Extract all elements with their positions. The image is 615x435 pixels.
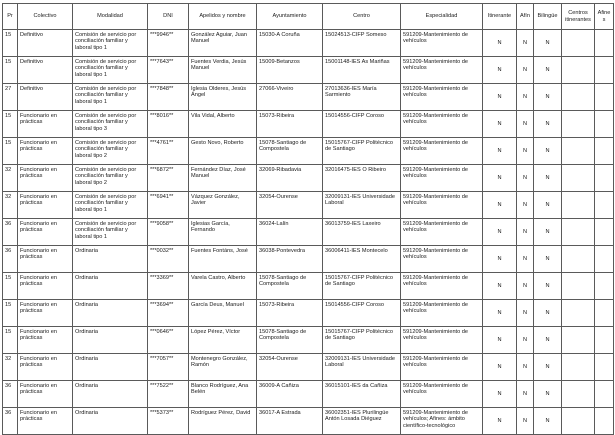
cell-colectivo: Funcionario en prácticas bbox=[18, 111, 73, 138]
cell-ayuntamiento: 15009-Betanzos bbox=[257, 57, 323, 84]
cell-afin: N bbox=[517, 273, 534, 300]
cell-especialidad: 591209-Mantenimiento de vehículos bbox=[401, 354, 483, 381]
cell-modalidad: Comisión de servicio por conciliación familiar y laboral tipo 1 bbox=[73, 84, 148, 111]
table-row bbox=[3, 381, 614, 408]
cell-colectivo: Funcionario en prácticas bbox=[18, 192, 73, 219]
table-row bbox=[3, 219, 614, 246]
table-row bbox=[3, 84, 614, 111]
cell-apelidos-nombre: Fuentes Fontáns, José bbox=[189, 246, 257, 273]
cell-modalidad: Ordinaria bbox=[73, 408, 148, 435]
table-row bbox=[3, 300, 614, 327]
cell-afin: N bbox=[517, 84, 534, 111]
cell-centro: 27013636-IES María Sarmiento bbox=[323, 84, 401, 111]
cell-especialidad: 591209-Mantenimiento de vehículos bbox=[401, 246, 483, 273]
cell-especialidad: 591209-Mantenimiento de vehículos bbox=[401, 219, 483, 246]
cell-modalidad: Ordinaria bbox=[73, 246, 148, 273]
cell-colectivo: Funcionario en prácticas bbox=[18, 408, 73, 435]
cell-bilingue: N bbox=[534, 327, 562, 354]
cell-centro: 15015767-CIFP Politécnico de Santiago bbox=[323, 273, 401, 300]
cell-modalidad: Comisión de servicio por conciliación familiar y laboral tipo 2 bbox=[73, 138, 148, 165]
cell-apelidos-nombre: Fuentes Verdia, Jesús Manuel bbox=[189, 57, 257, 84]
cell-centros-itinerantes bbox=[562, 111, 595, 138]
cell-ayuntamiento: 15078-Santiago de Compostela bbox=[257, 138, 323, 165]
cell-dni: ***3694** bbox=[148, 300, 189, 327]
cell-dni: ***4761** bbox=[148, 138, 189, 165]
cell-pr: 15 bbox=[3, 57, 18, 84]
table-row bbox=[3, 111, 614, 138]
cell-centros-itinerantes bbox=[562, 138, 595, 165]
cell-apelidos-nombre: Gesto Novo, Roberto bbox=[189, 138, 257, 165]
header-itinerante: Itinerante bbox=[483, 4, 517, 30]
assignments-table bbox=[2, 3, 614, 435]
header-pr: Pr bbox=[3, 4, 18, 30]
cell-centros-itinerantes bbox=[562, 192, 595, 219]
cell-afin: N bbox=[517, 300, 534, 327]
cell-ayuntamiento: 36038-Pontevedra bbox=[257, 246, 323, 273]
cell-dni: ***7848** bbox=[148, 84, 189, 111]
header-apelidos-nombre: Apelidos y nombre bbox=[189, 4, 257, 30]
cell-centro: 32009131-IES Universidade Laboral bbox=[323, 192, 401, 219]
cell-afin: N bbox=[517, 408, 534, 435]
cell-colectivo: Funcionario en prácticas bbox=[18, 165, 73, 192]
cell-especialidad: 591209-Mantenimiento de vehículos bbox=[401, 57, 483, 84]
cell-afin: N bbox=[517, 219, 534, 246]
cell-apelidos-nombre: Iglesia Olderes, Jesús Ángel bbox=[189, 84, 257, 111]
cell-especialidad: 591209-Mantenimiento de vehículos; Afines: ámbito científico-tecnológico bbox=[401, 408, 483, 435]
cell-centros-itinerantes bbox=[562, 84, 595, 111]
table-row bbox=[3, 246, 614, 273]
cell-itinerante: N bbox=[483, 273, 517, 300]
cell-apelidos-nombre: Vázquez González, Javier bbox=[189, 192, 257, 219]
cell-itinerante: N bbox=[483, 165, 517, 192]
cell-colectivo: Funcionario en prácticas bbox=[18, 354, 73, 381]
cell-ayuntamiento: 15073-Ribeira bbox=[257, 300, 323, 327]
cell-bilingue: N bbox=[534, 57, 562, 84]
cell-especialidad: 591209-Mantenimiento de vehículos bbox=[401, 138, 483, 165]
cell-dni: ***0032** bbox=[148, 246, 189, 273]
cell-centros-itinerantes bbox=[562, 30, 595, 57]
cell-itinerante: N bbox=[483, 246, 517, 273]
header-especialidad: Especialidad bbox=[401, 4, 483, 30]
header-row bbox=[3, 4, 614, 30]
cell-afines bbox=[595, 30, 614, 57]
cell-modalidad: Ordinaria bbox=[73, 381, 148, 408]
cell-dni: ***7057** bbox=[148, 354, 189, 381]
cell-afin: N bbox=[517, 192, 534, 219]
cell-itinerante: N bbox=[483, 381, 517, 408]
cell-pr: 32 bbox=[3, 165, 18, 192]
cell-colectivo: Funcionario en prácticas bbox=[18, 246, 73, 273]
cell-apelidos-nombre: Varela Castro, Alberto bbox=[189, 273, 257, 300]
cell-dni: ***8016** bbox=[148, 111, 189, 138]
cell-afin: N bbox=[517, 57, 534, 84]
cell-modalidad: Comisión de servicio por conciliación familiar y laboral tipo 1 bbox=[73, 30, 148, 57]
cell-especialidad: 591209-Mantenimiento de vehículos bbox=[401, 30, 483, 57]
cell-centros-itinerantes bbox=[562, 273, 595, 300]
table-row bbox=[3, 354, 614, 381]
table-row bbox=[3, 138, 614, 165]
cell-centro: 15001148-IES As Mariñas bbox=[323, 57, 401, 84]
cell-ayuntamiento: 36024-Lalín bbox=[257, 219, 323, 246]
cell-apelidos-nombre: Rodríguez Pérez, David bbox=[189, 408, 257, 435]
cell-colectivo: Definitivo bbox=[18, 84, 73, 111]
cell-centros-itinerantes bbox=[562, 165, 595, 192]
cell-centros-itinerantes bbox=[562, 354, 595, 381]
cell-afines bbox=[595, 408, 614, 435]
header-ayuntamiento: Ayuntamiento bbox=[257, 4, 323, 30]
cell-pr: 15 bbox=[3, 30, 18, 57]
cell-apelidos-nombre: Iglesias García, Fernando bbox=[189, 219, 257, 246]
cell-modalidad: Comisión de servicio por conciliación familiar y laboral tipo 1 bbox=[73, 57, 148, 84]
cell-itinerante: N bbox=[483, 30, 517, 57]
cell-pr: 36 bbox=[3, 246, 18, 273]
table-row bbox=[3, 30, 614, 57]
cell-ayuntamiento: 15078-Santiago de Compostela bbox=[257, 327, 323, 354]
cell-itinerante: N bbox=[483, 192, 517, 219]
cell-centro: 36015101-IES da Cañiza bbox=[323, 381, 401, 408]
cell-dni: ***9946** bbox=[148, 30, 189, 57]
table-row bbox=[3, 327, 614, 354]
cell-especialidad: 591209-Mantenimiento de vehículos bbox=[401, 327, 483, 354]
cell-centro: 15024513-CIFP Someso bbox=[323, 30, 401, 57]
cell-centros-itinerantes bbox=[562, 408, 595, 435]
cell-centro: 36006411-IES Montecelo bbox=[323, 246, 401, 273]
table-row bbox=[3, 57, 614, 84]
cell-especialidad: 591209-Mantenimiento de vehículos bbox=[401, 192, 483, 219]
cell-pr: 36 bbox=[3, 381, 18, 408]
cell-afin: N bbox=[517, 381, 534, 408]
table-row bbox=[3, 408, 614, 435]
table-row bbox=[3, 192, 614, 219]
cell-bilingue: N bbox=[534, 165, 562, 192]
cell-ayuntamiento: 36017-A Estrada bbox=[257, 408, 323, 435]
cell-pr: 15 bbox=[3, 327, 18, 354]
cell-ayuntamiento: 27066-Viveiro bbox=[257, 84, 323, 111]
cell-afin: N bbox=[517, 138, 534, 165]
cell-modalidad: Comisión de servicio por conciliación familiar y laboral tipo 2 bbox=[73, 165, 148, 192]
header-modalidad: Modalidad bbox=[73, 4, 148, 30]
cell-afin: N bbox=[517, 354, 534, 381]
cell-afin: N bbox=[517, 327, 534, 354]
cell-itinerante: N bbox=[483, 300, 517, 327]
cell-centro: 15014556-CIFP Coroso bbox=[323, 300, 401, 327]
cell-afines bbox=[595, 300, 614, 327]
header-centro: Centro bbox=[323, 4, 401, 30]
cell-dni: ***9058** bbox=[148, 219, 189, 246]
cell-bilingue: N bbox=[534, 354, 562, 381]
cell-colectivo: Funcionario en prácticas bbox=[18, 273, 73, 300]
table-row bbox=[3, 165, 614, 192]
cell-afines bbox=[595, 381, 614, 408]
cell-centro: 15014556-CIFP Coroso bbox=[323, 111, 401, 138]
cell-bilingue: N bbox=[534, 111, 562, 138]
cell-ayuntamiento: 32054-Ourense bbox=[257, 354, 323, 381]
cell-modalidad: Ordinaria bbox=[73, 300, 148, 327]
cell-centro: 15015767-CIFP Politécnico de Santiago bbox=[323, 327, 401, 354]
cell-itinerante: N bbox=[483, 408, 517, 435]
cell-bilingue: N bbox=[534, 219, 562, 246]
cell-colectivo: Funcionario en prácticas bbox=[18, 381, 73, 408]
cell-centro: 32016475-IES O Ribeiro bbox=[323, 165, 401, 192]
cell-afines bbox=[595, 246, 614, 273]
cell-itinerante: N bbox=[483, 138, 517, 165]
cell-dni: ***6941** bbox=[148, 192, 189, 219]
cell-pr: 32 bbox=[3, 354, 18, 381]
cell-centro: 15015767-CIFP Politécnico de Santiago bbox=[323, 138, 401, 165]
header-afines: Afines bbox=[595, 4, 614, 30]
cell-centro: 36002351-IES Plurilingüe Antón Losada Diéguez bbox=[323, 408, 401, 435]
cell-afines bbox=[595, 57, 614, 84]
cell-colectivo: Definitivo bbox=[18, 30, 73, 57]
cell-afines bbox=[595, 354, 614, 381]
cell-pr: 15 bbox=[3, 273, 18, 300]
cell-afin: N bbox=[517, 246, 534, 273]
cell-centros-itinerantes bbox=[562, 219, 595, 246]
cell-ayuntamiento: 15073-Ribeira bbox=[257, 111, 323, 138]
cell-colectivo: Funcionario en prácticas bbox=[18, 138, 73, 165]
cell-ayuntamiento: 32069-Ribadavia bbox=[257, 165, 323, 192]
cell-afines bbox=[595, 327, 614, 354]
cell-centro: 32009131-IES Universidade Laboral bbox=[323, 354, 401, 381]
cell-bilingue: N bbox=[534, 246, 562, 273]
cell-modalidad: Ordinaria bbox=[73, 354, 148, 381]
header-dni: DNI bbox=[148, 4, 189, 30]
cell-afines bbox=[595, 111, 614, 138]
cell-centros-itinerantes bbox=[562, 57, 595, 84]
cell-especialidad: 591209-Mantenimiento de vehículos bbox=[401, 300, 483, 327]
cell-itinerante: N bbox=[483, 327, 517, 354]
table-row bbox=[3, 273, 614, 300]
cell-centro: 36013759-IES Laxeiro bbox=[323, 219, 401, 246]
cell-bilingue: N bbox=[534, 30, 562, 57]
table-body bbox=[3, 30, 614, 435]
cell-itinerante: N bbox=[483, 57, 517, 84]
cell-afines bbox=[595, 165, 614, 192]
cell-dni: ***0646** bbox=[148, 327, 189, 354]
cell-ayuntamiento: 36009-A Cañiza bbox=[257, 381, 323, 408]
cell-afin: N bbox=[517, 165, 534, 192]
cell-ayuntamiento: 15078-Santiago de Compostela bbox=[257, 273, 323, 300]
cell-bilingue: N bbox=[534, 84, 562, 111]
cell-colectivo: Funcionario en prácticas bbox=[18, 219, 73, 246]
cell-especialidad: 591209-Mantenimiento de vehículos bbox=[401, 111, 483, 138]
cell-itinerante: N bbox=[483, 84, 517, 111]
cell-modalidad: Comisión de servicio por conciliación familiar y laboral tipo 3 bbox=[73, 111, 148, 138]
cell-apelidos-nombre: González Aguiar, Juan Manuel bbox=[189, 30, 257, 57]
cell-afines bbox=[595, 192, 614, 219]
cell-pr: 15 bbox=[3, 138, 18, 165]
cell-dni: ***3369** bbox=[148, 273, 189, 300]
cell-centros-itinerantes bbox=[562, 381, 595, 408]
cell-itinerante: N bbox=[483, 219, 517, 246]
cell-especialidad: 591209-Mantenimiento de vehículos bbox=[401, 165, 483, 192]
cell-dni: ***5373** bbox=[148, 408, 189, 435]
cell-afines bbox=[595, 84, 614, 111]
cell-pr: 15 bbox=[3, 111, 18, 138]
cell-colectivo: Funcionario en prácticas bbox=[18, 300, 73, 327]
header-bilingue: Bilingüe bbox=[534, 4, 562, 30]
header-centros-itinerantes: Centros itinerantes bbox=[562, 4, 595, 30]
cell-apelidos-nombre: Fernández Díaz, José Manuel bbox=[189, 165, 257, 192]
cell-especialidad: 591209-Mantenimiento de vehículos bbox=[401, 84, 483, 111]
cell-dni: ***7643** bbox=[148, 57, 189, 84]
cell-centros-itinerantes bbox=[562, 327, 595, 354]
cell-modalidad: Comisión de servicio por conciliación familiar y laboral tipo 1 bbox=[73, 192, 148, 219]
cell-bilingue: N bbox=[534, 408, 562, 435]
cell-ayuntamiento: 15030-A Coruña bbox=[257, 30, 323, 57]
cell-dni: ***6872** bbox=[148, 165, 189, 192]
cell-apelidos-nombre: Blanco Rodríguez, Ana Belén bbox=[189, 381, 257, 408]
header-afin: Afín bbox=[517, 4, 534, 30]
cell-pr: 15 bbox=[3, 300, 18, 327]
cell-apelidos-nombre: Vila Vidal, Alberto bbox=[189, 111, 257, 138]
cell-modalidad: Ordinaria bbox=[73, 327, 148, 354]
cell-bilingue: N bbox=[534, 273, 562, 300]
cell-modalidad: Comisión de servicio por conciliación familiar y laboral tipo 1 bbox=[73, 219, 148, 246]
header-colectivo: Colectivo bbox=[18, 4, 73, 30]
cell-itinerante: N bbox=[483, 354, 517, 381]
cell-colectivo: Definitivo bbox=[18, 57, 73, 84]
cell-bilingue: N bbox=[534, 138, 562, 165]
cell-bilingue: N bbox=[534, 381, 562, 408]
cell-centros-itinerantes bbox=[562, 246, 595, 273]
cell-modalidad: Ordinaria bbox=[73, 273, 148, 300]
cell-pr: 27 bbox=[3, 84, 18, 111]
cell-pr: 32 bbox=[3, 192, 18, 219]
cell-itinerante: N bbox=[483, 111, 517, 138]
cell-ayuntamiento: 32054-Ourense bbox=[257, 192, 323, 219]
cell-pr: 36 bbox=[3, 408, 18, 435]
cell-centros-itinerantes bbox=[562, 300, 595, 327]
cell-apelidos-nombre: García Deus, Manuel bbox=[189, 300, 257, 327]
cell-bilingue: N bbox=[534, 192, 562, 219]
cell-afines bbox=[595, 138, 614, 165]
cell-especialidad: 591209-Mantenimiento de vehículos bbox=[401, 381, 483, 408]
cell-pr: 36 bbox=[3, 219, 18, 246]
cell-colectivo: Funcionario en prácticas bbox=[18, 327, 73, 354]
cell-apelidos-nombre: Montenegro González, Ramón bbox=[189, 354, 257, 381]
cell-apelidos-nombre: López Pérez, Víctor bbox=[189, 327, 257, 354]
cell-bilingue: N bbox=[534, 300, 562, 327]
cell-afines bbox=[595, 219, 614, 246]
cell-afin: N bbox=[517, 111, 534, 138]
cell-afin: N bbox=[517, 30, 534, 57]
cell-afines bbox=[595, 273, 614, 300]
cell-dni: ***7522** bbox=[148, 381, 189, 408]
cell-especialidad: 591209-Mantenimiento de vehículos bbox=[401, 273, 483, 300]
